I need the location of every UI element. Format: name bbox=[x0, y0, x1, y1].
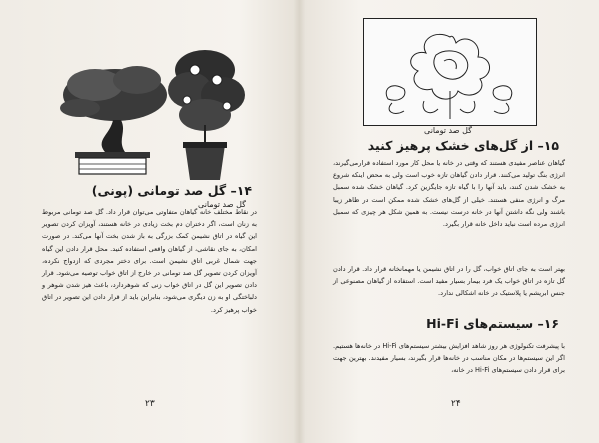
section-heading-15: ۱۵– از گل‌های خشک پرهیز کنید bbox=[367, 138, 559, 153]
right-page bbox=[303, 0, 599, 443]
peony-flower-illustration bbox=[363, 18, 537, 126]
paragraph: بهتر است به جای اتاق خواب، گل را در اتاق نشیمن یا مهمانخانه قرار داد. قرار دادن گل تازه در اتاق خواب یک فرد بیمار بسیار مفید است. استفاده از گیاهان مصنوعی از جنس ابریشم یا پلاستیک در خانه اشکالی ندارد. bbox=[333, 265, 565, 298]
section-heading-16: ۱۶– سیستم‌های Hi-Fi bbox=[426, 316, 559, 331]
paragraph: با پیشرفت تکنولوژی هر روز شاهد افزایش بیشتر سیستم‌های Hi-Fi در خانه‌ها هستیم. اگر این سیستم‌ها در مکان مناسب در خانه‌ها قرار بگیرند، بسیار مفیدند. بهترین جهت برای قرار دادن سیستم‌های Hi-Fi در خانه، bbox=[333, 342, 565, 375]
figure-caption: گل صد تومانی bbox=[424, 126, 472, 135]
paragraph: در نقاط مختلف خانه گیاهان متفاوتی می‌توان قرار داد. گل صد تومانی مربوط به زنان است، اگر دختران دم بخت زیادی در خانه هستند، آویزان کردن تصویر این گیاه در اتاق نشیمن کمک بزرگی به باز شدن بخت آنها می‌کند. در صورت امکان، به جای نقاشی، از گیاهان واقعی استفاده کنید. محل قرار دادن این گیاه جهت شمال غربی اتاق نشیمن است. برای دختر مجردی که ازدواج نکرده، آویزان کردن تصویر گل صد تومانی در خارج از اتاق خواب توصیه می‌شود. قرار دادن تصویر این گل در اتاق خواب زنی که شوهردارد، باعث هیز شدن شوهر و دلباختگی او به زن دیگری می‌شود، بنابراین باید از قرار دادن این تصویر در اتاق خواب پرهیز کرد. bbox=[42, 208, 257, 314]
paragraph: گیاهان عناصر مفیدی هستند که وقتی در خانه یا محل کار مورد استفاده قرارمی‌گیرند، انرژی بنگ تولید می‌کنند. قرار دادن گیاهان تازه خوب است ولی به محض اینکه شروع به خشک شدن کنند، باید آنها را با گیاه تازه جایگزین کرد. گیاهان خشک شده سمبل مرگ و انرژی منفی هستند. خیلی از گل‌های خشک شده ممکن است در ظاهر زیبا باشند ولی نگه داشتن آنها در خانه درست نیست. به همین شکل هر چیزی که سمبل انرژی مرده است نباید داخل خانه قرار بگیرد. bbox=[333, 159, 565, 229]
bonsai-tree-drawing bbox=[60, 66, 167, 174]
section-heading-14: ۱۴– گل صد تومانی (پونی) bbox=[91, 183, 252, 198]
bonsai-trees-illustration bbox=[55, 40, 255, 200]
page-number: ۲۳ bbox=[145, 399, 155, 409]
figure-caption: گل صد تومانی bbox=[198, 200, 246, 209]
left-page bbox=[0, 0, 296, 443]
page-number: ۲۴ bbox=[451, 399, 461, 409]
peony-plant-drawing bbox=[168, 50, 245, 180]
